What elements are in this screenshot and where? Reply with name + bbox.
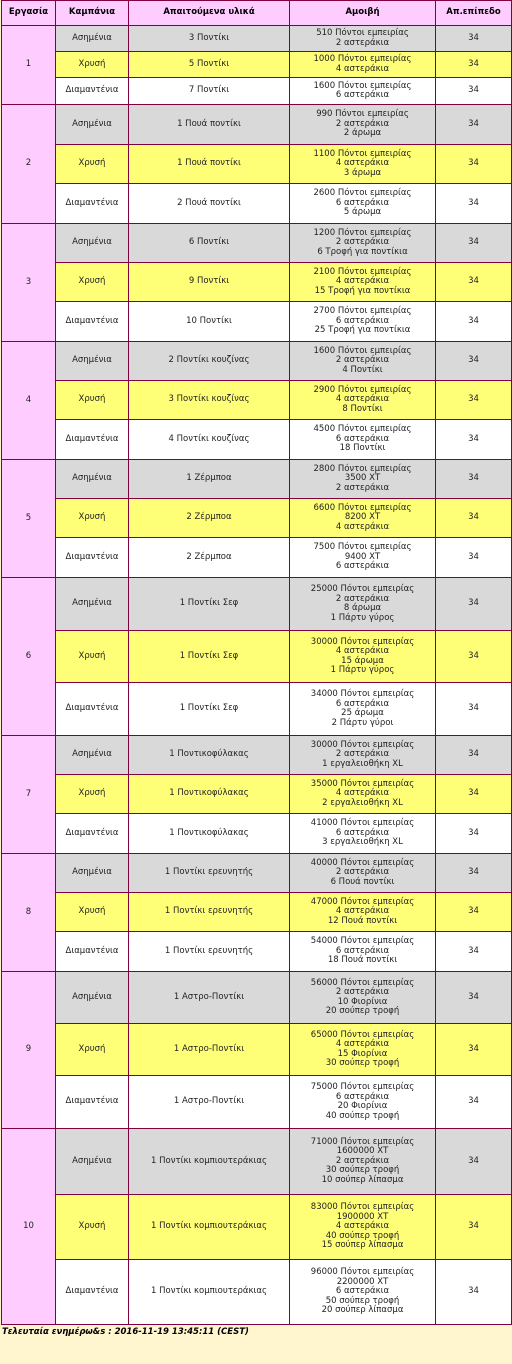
reward-line: 25000 Πόντοι εμπειρίας: [310, 584, 415, 594]
reward-line: 2700 Πόντοι εμπειρίας: [313, 306, 412, 317]
reward-cell: [290, 775, 436, 814]
reward-cell: [290, 932, 436, 972]
reward-line: 8 Ποντίκι: [342, 403, 383, 414]
reward-line: 8200 ΧΤ: [344, 512, 381, 523]
level-cell: 34: [436, 893, 512, 932]
reward-line: 40 σούπερ τροφή: [325, 1110, 400, 1121]
reward-cell: [290, 1024, 436, 1076]
reward-line: 10 σούπερ λίπασμα: [321, 1174, 404, 1185]
reward-line: 35000 Πόντοι εμπειρίας: [310, 778, 415, 789]
reward-line: 96000 Πόντοι εμπειρίας: [310, 1267, 415, 1278]
table-row: [2, 184, 512, 224]
reward-line: 40000 Πόντοι εμπειρίας: [310, 857, 415, 868]
materials-cell: 1 Ποντίκι κομπιουτεράκιας: [129, 1195, 290, 1260]
campaign-cell: Χρυσή: [56, 1195, 129, 1260]
reward-line: 50 σούπερ τροφή: [325, 1295, 400, 1306]
materials-cell: 5 Ποντίκι: [129, 52, 290, 78]
reward-line: 30 σούπερ τροφή: [325, 1165, 400, 1176]
campaign-cell: Ασημένια: [56, 224, 129, 263]
campaign-cell: Χρυσή: [56, 1024, 129, 1076]
campaign-cell: Χρυσή: [56, 52, 129, 78]
materials-cell: 9 Ποντίκι: [129, 263, 290, 302]
materials-cell: 7 Ποντίκι: [129, 78, 290, 105]
reward-line: 4 αστεράκια: [335, 394, 390, 405]
campaign-cell: Χρυσή: [56, 631, 129, 683]
campaign-cell: Ασημένια: [56, 342, 129, 381]
reward-line: 1000 Πόντοι εμπειρίας: [313, 54, 412, 64]
materials-cell: 1 Ποντίκι κομπιουτεράκιας: [129, 1260, 290, 1325]
reward-line: 6 αστεράκια: [335, 90, 390, 100]
reward-line: 20 σούπερ τροφή: [325, 1006, 400, 1016]
table-row: [2, 893, 512, 932]
task-number: 4: [2, 342, 56, 460]
level-cell: 34: [436, 775, 512, 814]
table-row: [2, 631, 512, 683]
reward-line: 71000 Πόντοι εμπειρίας: [310, 1136, 415, 1147]
table-row: [2, 736, 512, 775]
table-row: [2, 1129, 512, 1195]
reward-cell: [290, 683, 436, 736]
reward-line: 4 αστεράκια: [335, 158, 390, 169]
reward-line: 2200000 ΧΤ: [336, 1276, 389, 1287]
table-row: [2, 263, 512, 302]
reward-line: 4 αστεράκια: [335, 646, 390, 656]
table-row: [2, 52, 512, 78]
reward-cell: [290, 381, 436, 420]
level-cell: 34: [436, 263, 512, 302]
table-row: [2, 1260, 512, 1325]
campaign-cell: Διαμαντένια: [56, 184, 129, 224]
task-number: 6: [2, 578, 56, 736]
reward-line: 6 αστεράκια: [335, 827, 390, 838]
reward-line: 2 αστεράκια: [335, 749, 390, 760]
campaign-cell: Διαμαντένια: [56, 683, 129, 736]
table-row: [2, 1195, 512, 1260]
reward-line: 1600000 ΧΤ: [336, 1146, 389, 1157]
table-row: [2, 854, 512, 893]
level-cell: 34: [436, 1024, 512, 1076]
materials-cell: 1 Ποντίκι ερευνητής: [129, 932, 290, 972]
reward-line: 1900000 ΧΤ: [336, 1211, 389, 1222]
reward-line: 6 αστεράκια: [335, 1286, 390, 1297]
materials-cell: 1 Ποντίκι κομπιουτεράκιας: [129, 1129, 290, 1195]
materials-cell: 1 Αστρο-Ποντίκι: [129, 972, 290, 1024]
reward-cell: [290, 578, 436, 631]
reward-line: 2 αστεράκια: [335, 237, 390, 248]
reward-line: 6 αστεράκια: [335, 698, 390, 709]
materials-cell: 1 Ποντικοφύλακας: [129, 736, 290, 775]
reward-cell: [290, 1129, 436, 1195]
reward-line: 2900 Πόντοι εμπειρίας: [313, 384, 412, 395]
reward-cell: [290, 538, 436, 578]
reward-line: 25 άρωμα: [341, 708, 384, 718]
reward-line: 10 Φιορίνια: [337, 996, 388, 1007]
level-cell: 34: [436, 78, 512, 105]
reward-line: 1200 Πόντοι εμπειρίας: [313, 227, 412, 238]
reward-line: 1100 Πόντοι εμπειρίας: [313, 148, 412, 159]
level-cell: 34: [436, 736, 512, 775]
reward-line: 30 σούπερ τροφή: [325, 1058, 400, 1068]
reward-cell: [290, 1076, 436, 1129]
reward-line: 30000 Πόντοι εμπειρίας: [310, 739, 415, 750]
materials-cell: 3 Ποντίκι κουζίνας: [129, 381, 290, 420]
reward-line: 5 άρωμα: [343, 207, 382, 218]
reward-cell: [290, 342, 436, 381]
reward-cell: [290, 854, 436, 893]
reward-line: 2100 Πόντοι εμπειρίας: [313, 266, 412, 277]
table-row: [2, 342, 512, 381]
reward-line: 1600 Πόντοι εμπειρίας: [313, 80, 412, 91]
reward-line: 12 Πουά ποντίκι: [327, 915, 398, 926]
task-number: 5: [2, 460, 56, 578]
header-materials: Απαιτούμενα υλικά: [129, 1, 290, 26]
reward-line: 20 σούπερ λίπασμα: [321, 1305, 404, 1316]
campaign-cell: Διαμαντένια: [56, 538, 129, 578]
reward-cell: [290, 814, 436, 854]
campaign-cell: Ασημένια: [56, 578, 129, 631]
reward-line: 2 αστεράκια: [335, 987, 390, 997]
campaign-cell: Διαμαντένια: [56, 78, 129, 105]
reward-line: 1600 Πόντοι εμπειρίας: [313, 345, 412, 356]
materials-cell: 1 Ποντίκι ερευνητής: [129, 893, 290, 932]
reward-line: 41000 Πόντοι εμπειρίας: [310, 818, 415, 829]
reward-line: 6600 Πόντοι εμπειρίας: [313, 502, 412, 513]
task-number: 10: [2, 1129, 56, 1325]
materials-cell: 1 Πουά ποντίκι: [129, 145, 290, 184]
header-level: Απ.επίπεδο: [436, 1, 512, 26]
reward-line: 7500 Πόντοι εμπειρίας: [313, 542, 412, 553]
table-row: [2, 1076, 512, 1129]
reward-line: 15 άρωμα: [341, 655, 384, 666]
task-number: 7: [2, 736, 56, 854]
materials-cell: 2 Πουά ποντίκι: [129, 184, 290, 224]
table-row: [2, 683, 512, 736]
level-cell: 34: [436, 972, 512, 1024]
reward-line: 20 Φιορίνια: [337, 1101, 388, 1111]
materials-cell: 2 Ποντίκι κουζίνας: [129, 342, 290, 381]
materials-cell: 1 Αστρο-Ποντίκι: [129, 1076, 290, 1129]
level-cell: 34: [436, 224, 512, 263]
materials-cell: 1 Ποντίκι Σεφ: [129, 578, 290, 631]
campaign-cell: Ασημένια: [56, 972, 129, 1024]
reward-line: 6 αστεράκια: [335, 197, 390, 208]
task-number: 9: [2, 972, 56, 1129]
table-row: [2, 932, 512, 972]
reward-cell: [290, 420, 436, 460]
level-cell: 34: [436, 460, 512, 499]
reward-line: 3500 ΧΤ: [344, 473, 381, 484]
reward-line: 9400 ΧΤ: [344, 551, 381, 562]
reward-line: 8 άρωμα: [343, 603, 382, 613]
campaign-cell: Χρυσή: [56, 893, 129, 932]
reward-line: 4 αστεράκια: [335, 1221, 390, 1232]
reward-cell: [290, 460, 436, 499]
reward-cell: [290, 631, 436, 683]
materials-cell: 1 Ποντίκι ερευνητής: [129, 854, 290, 893]
reward-line: 2 άρωμα: [343, 128, 382, 139]
level-cell: 34: [436, 683, 512, 736]
campaign-cell: Ασημένια: [56, 26, 129, 52]
table-row: [2, 105, 512, 145]
campaign-cell: Χρυσή: [56, 499, 129, 538]
reward-line: 4 αστεράκια: [335, 276, 390, 287]
reward-line: 990 Πόντοι εμπειρίας: [316, 109, 409, 120]
header-task: Εργασία: [2, 1, 56, 26]
table-row: [2, 78, 512, 105]
reward-line: 2 αστεράκια: [335, 355, 390, 366]
level-cell: 34: [436, 538, 512, 578]
reward-line: 2 αστεράκια: [335, 593, 390, 604]
level-cell: 34: [436, 814, 512, 854]
campaign-cell: Ασημένια: [56, 1129, 129, 1195]
materials-cell: 1 Ποντίκι Σεφ: [129, 631, 290, 683]
reward-cell: [290, 972, 436, 1024]
level-cell: 34: [436, 499, 512, 538]
level-cell: 34: [436, 578, 512, 631]
level-cell: 34: [436, 184, 512, 224]
campaign-cell: Χρυσή: [56, 775, 129, 814]
reward-line: 54000 Πόντοι εμπειρίας: [310, 936, 415, 947]
reward-line: 1 Πάρτυ γύρος: [330, 665, 395, 675]
reward-line: 40 σούπερ τροφή: [325, 1230, 400, 1241]
reward-line: 1 Πάρτυ γύρος: [330, 612, 395, 623]
reward-line: 25 Τροφή για ποντίκια: [314, 325, 411, 336]
reward-line: 4 αστεράκια: [335, 1039, 390, 1049]
campaign-cell: Διαμαντένια: [56, 302, 129, 342]
reward-line: 2 αστεράκια: [335, 118, 390, 129]
table-row: [2, 420, 512, 460]
reward-line: 6 αστεράκια: [335, 315, 390, 326]
reward-line: 56000 Πόντοι εμπειρίας: [310, 977, 415, 988]
reward-cell: [290, 224, 436, 263]
task-number: 3: [2, 224, 56, 342]
table-row: [2, 145, 512, 184]
reward-cell: [290, 78, 436, 105]
reward-line: 1 εργαλειοθήκη XL: [322, 758, 403, 769]
table-row: [2, 460, 512, 499]
reward-cell: [290, 893, 436, 932]
materials-cell: 4 Ποντίκι κουζίνας: [129, 420, 290, 460]
table-row: [2, 972, 512, 1024]
reward-line: 6 αστεράκια: [335, 945, 390, 956]
materials-cell: 10 Ποντίκι: [129, 302, 290, 342]
reward-cell: [290, 105, 436, 145]
table-row: [2, 1024, 512, 1076]
reward-line: 47000 Πόντοι εμπειρίας: [310, 896, 415, 907]
reward-cell: [290, 263, 436, 302]
level-cell: 34: [436, 381, 512, 420]
campaign-cell: Χρυσή: [56, 263, 129, 302]
table-body: [2, 26, 512, 1325]
reward-line: 6 αστεράκια: [335, 561, 390, 572]
reward-line: 15 Φιορίνια: [337, 1048, 388, 1059]
reward-line: 65000 Πόντοι εμπειρίας: [310, 1029, 415, 1040]
level-cell: 34: [436, 26, 512, 52]
reward-line: 4 αστεράκια: [335, 906, 390, 917]
reward-line: 83000 Πόντοι εμπειρίας: [310, 1202, 415, 1213]
materials-cell: 1 Ποντικοφύλακας: [129, 775, 290, 814]
table-row: [2, 224, 512, 263]
level-cell: 34: [436, 1260, 512, 1325]
reward-line: 34000 Πόντοι εμπειρίας: [310, 689, 415, 699]
last-updated: Τελευταία ενημέρω&s : 2016-11-19 13:45:11 (CEST): [2, 1327, 249, 1337]
table-row: [2, 499, 512, 538]
reward-cell: [290, 1260, 436, 1325]
reward-line: 4 αστεράκια: [335, 788, 390, 799]
reward-line: 6 αστεράκια: [335, 1091, 390, 1102]
reward-line: 18 Πουά ποντίκι: [327, 955, 398, 966]
level-cell: 34: [436, 854, 512, 893]
reward-cell: [290, 52, 436, 78]
reward-line: 4500 Πόντοι εμπειρίας: [313, 424, 412, 435]
reward-line: 15 σούπερ λίπασμα: [321, 1240, 404, 1251]
reward-line: 2 αστεράκια: [335, 37, 390, 48]
table-header-row: [2, 1, 512, 26]
table-row: [2, 578, 512, 631]
reward-line: 4 Ποντίκι: [342, 364, 383, 375]
level-cell: 34: [436, 302, 512, 342]
campaign-cell: Διαμαντένια: [56, 1260, 129, 1325]
table-row: [2, 538, 512, 578]
materials-cell: 2 Ζέρμποα: [129, 499, 290, 538]
level-cell: 34: [436, 420, 512, 460]
task-number: 8: [2, 854, 56, 972]
materials-cell: 2 Ζέρμποα: [129, 538, 290, 578]
campaign-cell: Ασημένια: [56, 736, 129, 775]
level-cell: 34: [436, 52, 512, 78]
reward-line: 2 εργαλειοθήκη XL: [322, 797, 403, 808]
campaign-cell: Χρυσή: [56, 381, 129, 420]
reward-cell: [290, 26, 436, 52]
materials-cell: 1 Ζέρμποα: [129, 460, 290, 499]
reward-cell: [290, 184, 436, 224]
campaign-cell: Ασημένια: [56, 105, 129, 145]
level-cell: 34: [436, 105, 512, 145]
reward-line: 2 αστεράκια: [335, 1155, 390, 1166]
campaign-cell: Ασημένια: [56, 854, 129, 893]
materials-cell: 1 Ποντίκι Σεφ: [129, 683, 290, 736]
table-row: [2, 302, 512, 342]
reward-line: 18 Ποντίκι: [339, 443, 386, 454]
campaign-cell: Διαμαντένια: [56, 932, 129, 972]
reward-cell: [290, 302, 436, 342]
materials-cell: 1 Πουά ποντίκι: [129, 105, 290, 145]
reward-line: 510 Πόντοι εμπειρίας: [316, 28, 409, 38]
reward-line: 75000 Πόντοι εμπειρίας: [310, 1082, 415, 1092]
table-row: [2, 814, 512, 854]
level-cell: 34: [436, 145, 512, 184]
reward-line: 2600 Πόντοι εμπειρίας: [313, 188, 412, 199]
reward-line: 3 εργαλειοθήκη XL: [322, 837, 403, 848]
reward-cell: [290, 736, 436, 775]
campaign-cell: Διαμαντένια: [56, 814, 129, 854]
reward-cell: [290, 1195, 436, 1260]
level-cell: 34: [436, 1129, 512, 1195]
campaign-cell: Διαμαντένια: [56, 1076, 129, 1129]
campaign-cell: Ασημένια: [56, 460, 129, 499]
materials-cell: 3 Ποντίκι: [129, 26, 290, 52]
reward-line: 6 Τροφή για ποντίκια: [317, 246, 408, 257]
level-cell: 34: [436, 342, 512, 381]
reward-line: 6 Πουά ποντίκι: [330, 876, 395, 887]
reward-cell: [290, 499, 436, 538]
materials-cell: 1 Αστρο-Ποντίκι: [129, 1024, 290, 1076]
header-reward: Αμοιβή: [290, 1, 436, 26]
tasks-table: [1, 0, 512, 1325]
table-row: [2, 26, 512, 52]
level-cell: 34: [436, 932, 512, 972]
table-row: [2, 381, 512, 420]
reward-line: 15 Τροφή για ποντίκια: [314, 285, 411, 296]
materials-cell: 1 Ποντικοφύλακας: [129, 814, 290, 854]
task-number: 2: [2, 105, 56, 224]
task-number: 1: [2, 26, 56, 105]
reward-line: 2 αστεράκια: [335, 867, 390, 878]
reward-line: 3 άρωμα: [343, 167, 382, 178]
reward-line: 2 Πάρτυ γύροι: [331, 717, 394, 728]
reward-line: 4 αστεράκια: [335, 521, 390, 532]
reward-line: 6 αστεράκια: [335, 433, 390, 444]
reward-line: 2 αστεράκια: [335, 482, 390, 493]
reward-line: 30000 Πόντοι εμπειρίας: [310, 636, 415, 647]
level-cell: 34: [436, 631, 512, 683]
level-cell: 34: [436, 1195, 512, 1260]
level-cell: 34: [436, 1076, 512, 1129]
reward-line: 2800 Πόντοι εμπειρίας: [313, 463, 412, 474]
materials-cell: 6 Ποντίκι: [129, 224, 290, 263]
reward-cell: [290, 145, 436, 184]
reward-line: 4 αστεράκια: [335, 63, 390, 74]
campaign-cell: Διαμαντένια: [56, 420, 129, 460]
header-campaign: Καμπάνια: [56, 1, 129, 26]
table-row: [2, 775, 512, 814]
campaign-cell: Χρυσή: [56, 145, 129, 184]
